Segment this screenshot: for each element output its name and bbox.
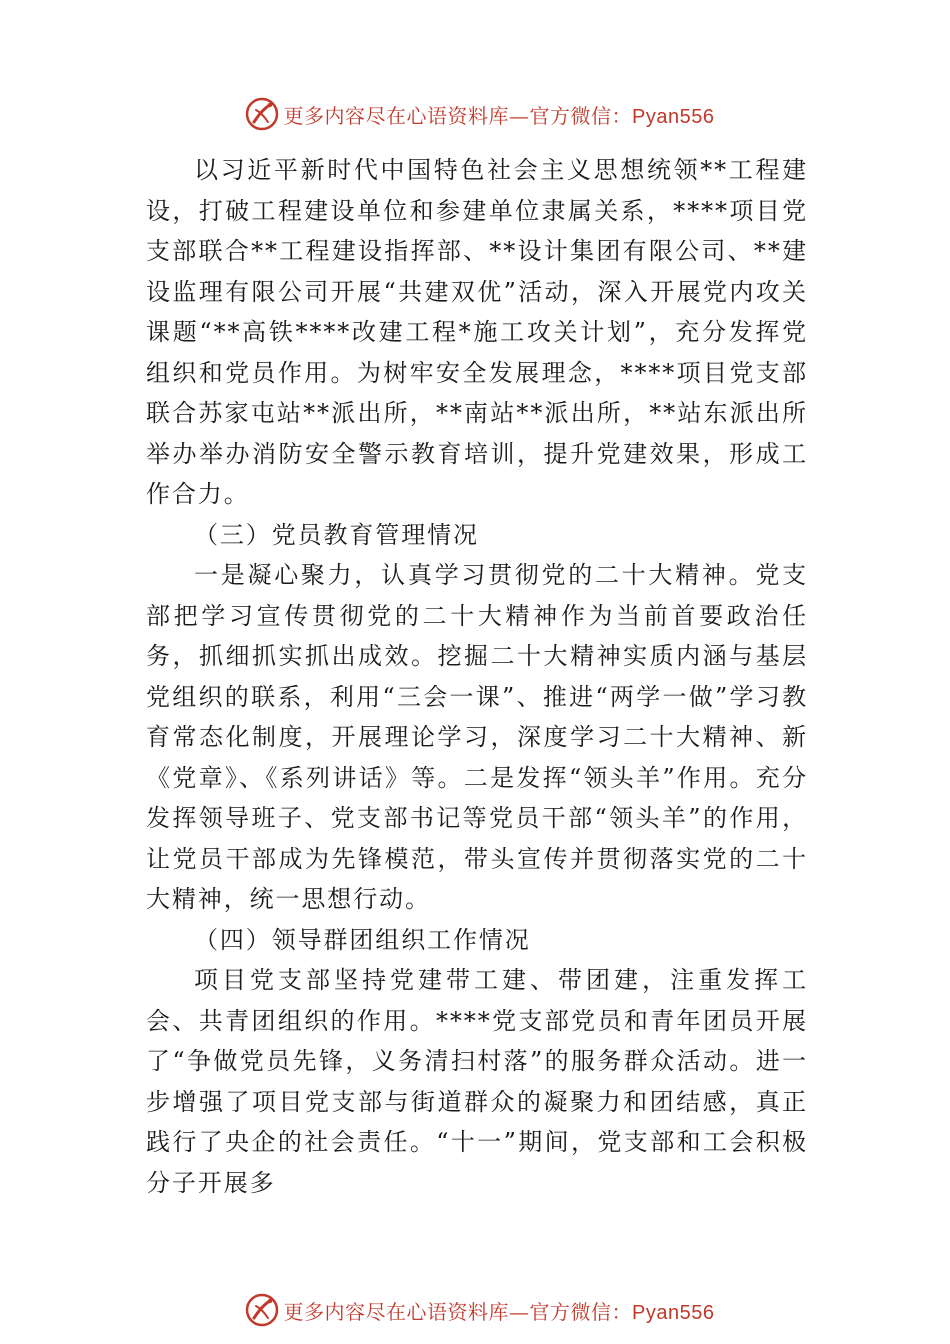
header-banner-separator: — xyxy=(509,103,530,128)
footer-banner-title: 更多内容尽在心语资料库 xyxy=(283,1299,510,1324)
document-body xyxy=(146,150,808,1203)
paragraph-3: 项目党支部坚持党建带工建、带团建，注重发挥工会、共青团组织的作用。****党支部党员和青年团员开展了“争做党员先锋，义务清扫村落”的服务群众活动。进一步增强了项目党支部与街道群众的凝聚力和团结感，真正践行了央企的社会责任。“十一”期间，党支部和工会积极分子开展多 xyxy=(146,966,808,1197)
section-heading-3: （三）党员教育管理情况 xyxy=(194,520,479,549)
brush-seal-icon xyxy=(244,1292,280,1328)
header-banner-text xyxy=(284,100,715,129)
paragraph-1: 以习近平新时代中国特色社会主义思想统领**工程建设，打破工程建设单位和参建单位隶属关系，****项目党支部联合**工程建设指挥部、**设计集团有限公司、**建设监理有限公司开展“共建双优”活动，深入开展党内攻关课题“**高铁****改建工程*施工攻关计划”，充分发挥党组织和党员作用。为树牢安全发展理念，****项目党支部联合苏家屯站**派出所，**南站**派出所，**站东派出所举办举办消防安全警示教育培训，提升党建效果，形成工作合力。 xyxy=(146,156,808,508)
section-heading-4: （四）领导群团组织工作情况 xyxy=(194,925,531,954)
brush-seal-icon xyxy=(244,96,280,132)
footer-banner-account: Pyan556 xyxy=(632,1301,715,1324)
header-banner-account: Pyan556 xyxy=(632,105,715,128)
header-banner xyxy=(0,94,950,134)
footer-banner-text xyxy=(284,1296,715,1325)
footer-banner-separator: — xyxy=(509,1299,530,1324)
paragraph-2: 一是凝心聚力，认真学习贯彻党的二十大精神。党支部把学习宣传贯彻党的二十大精神作为当前首要政治任务，抓细抓实抓出成效。挖掘二十大精神实质内涵与基层党组织的联系，利用“三会一课”、推进“两学一做”学习教育常态化制度，开展理论学习，深度学习二十大精神、新《党章》、《系列讲话》等。二是发挥“领头羊”作用。充分发挥领导班子、党支部书记等党员干部“领头羊”的作用，让党员干部成为先锋模范，带头宣传并贯彻落实党的二十大精神，统一思想行动。 xyxy=(146,561,808,913)
header-banner-inner xyxy=(244,96,715,132)
footer-banner-label: 官方微信： xyxy=(529,1299,633,1324)
header-banner-label: 官方微信： xyxy=(529,103,633,128)
header-banner-title: 更多内容尽在心语资料库 xyxy=(283,103,510,128)
footer-banner xyxy=(0,1290,950,1330)
footer-banner-inner xyxy=(244,1292,715,1328)
